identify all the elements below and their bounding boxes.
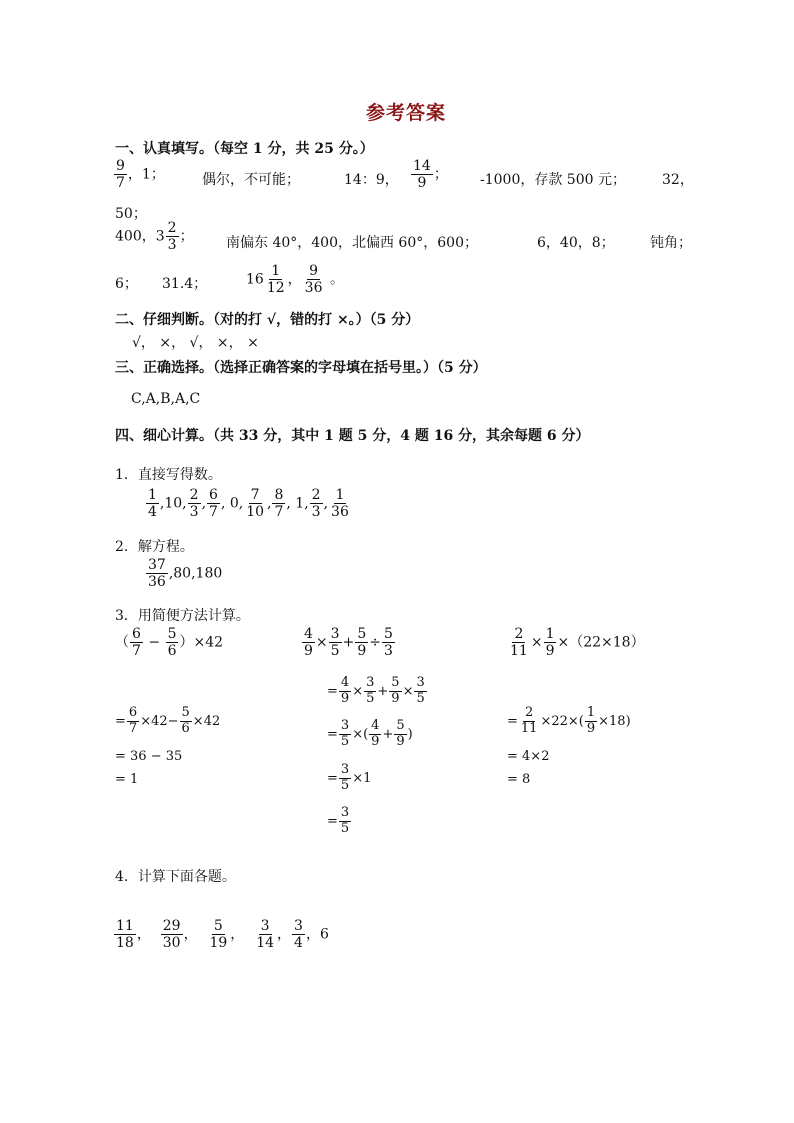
fraction: $\frac{2}{11}$ [520, 705, 538, 736]
fraction: $\frac{1}{4}$ [148, 487, 157, 521]
fraction: $\frac{4}{9}$ [304, 626, 313, 660]
fraction: $\frac{6}{7}$ [209, 487, 218, 521]
q3-p3-step-2: = 4×2 [507, 749, 550, 764]
q3-label: 3．用简便方法计算。 [115, 608, 250, 624]
fraction: $\frac{4}{9}$ [371, 718, 380, 749]
fraction: $\frac{4}{9}$ [340, 675, 350, 706]
fraction: $\frac{6}{7}$ [128, 705, 138, 736]
s1-answer-directions: 南偏东 40°，400，北偏西 60°，600； [226, 235, 478, 251]
s1-answer-10: 钝角； [650, 235, 692, 251]
q1-answers: $\frac{1}{4}$ ,10, $\frac{2}{3}$ , $\frac{6}{7}$ , 0, $\frac{7}{10}$ , $\frac{8}{7}$ , 1, $\frac{2}{3}$ , $\frac{1}{36}$ [148, 487, 349, 521]
fraction: $\frac{11}{18}$ [116, 918, 134, 952]
fraction: $\frac{37}{36}$ [148, 557, 166, 591]
fraction: $\frac{5}{9}$ [391, 675, 400, 706]
fraction: $\frac{3}{5}$ [340, 718, 350, 749]
fraction: $\frac{5}{19}$ [209, 918, 228, 952]
s1-answer-7: 50； [115, 206, 147, 222]
q3-p3-step-3: = 8 [507, 772, 531, 787]
fraction: $\frac{5}{6}$ [167, 626, 177, 660]
s3-answers: C,A,B,A,C [131, 391, 201, 407]
fraction: $\frac{9}{7}$ [116, 158, 125, 192]
fraction: $\frac{7}{10}$ [246, 487, 265, 521]
q4-label: 4．计算下面各题。 [115, 869, 236, 885]
q2-label: 2．解方程。 [115, 539, 194, 555]
fraction: $\frac{5}{3}$ [383, 626, 393, 660]
fraction: $\frac{1}{12}$ [266, 263, 285, 297]
q3-problem-2: $\frac{4}{9}$ × $\frac{3}{5}$ + $\frac{5}{9}$ ÷ $\frac{5}{3}$ [304, 626, 393, 660]
s1-answer-2: 偶尔，不可能； [202, 172, 300, 188]
fraction: $\frac{29}{30}$ [162, 918, 181, 952]
q4-answers: $\frac{11}{18}$ ， $\frac{29}{30}$ ， $\frac{5}{19}$ ， $\frac{3}{14}$ ， $\frac{3}{4}$ ，6 [116, 918, 329, 952]
section-3-heading: 三、正确选择。（选择正确答案的字母填在括号里。）（5 分） [115, 360, 487, 376]
q3-p2-step-2: = $\frac{3}{5}$ ×( $\frac{4}{9}$ + $\frac{5}{9}$ ) [327, 718, 413, 749]
page-title: 参考答案 [366, 102, 447, 124]
fraction: $\frac{5}{6}$ [181, 705, 190, 736]
q3-p1-step-1: = $\frac{6}{7}$ ×42− $\frac{5}{6}$ ×42 [115, 705, 221, 736]
fraction: $\frac{8}{7}$ [274, 487, 284, 521]
q2-answers: $\frac{37}{36}$ ,80,180 [148, 557, 223, 591]
section-2-heading: 二、仔细判断。（对的打 √，错的打 ×。）（5 分） [115, 312, 420, 328]
fraction: $\frac{14}{9}$ [413, 158, 431, 192]
s1-answer-fraction: $\frac{14}{9}$ ； [413, 158, 448, 192]
fraction: $\frac{3}{5}$ [340, 762, 350, 793]
fraction: $\frac{2}{3}$ [189, 487, 199, 521]
s1-line-2: 400，3 $\frac{2}{3}$ ； [115, 220, 194, 254]
q3-p2-step-4: = $\frac{3}{5}$ [327, 805, 350, 836]
s1-answer-3: 14：9， [344, 172, 399, 188]
fraction: $\frac{3}{4}$ [294, 918, 303, 952]
fraction: $\frac{5}{9}$ [357, 626, 367, 660]
q3-p1-step-2: = 36 − 35 [115, 749, 183, 764]
q3-p2-step-1: = $\frac{4}{9}$ × $\frac{3}{5}$ + $\frac{5}{9}$ × $\frac{3}{5}$ [327, 675, 425, 706]
fraction: $\frac{3}{5}$ [340, 805, 350, 836]
fraction: $\frac{1}{9}$ [586, 705, 596, 736]
fraction: $\frac{2}{3}$ [311, 487, 321, 521]
s2-answers: √， ×， √， ×， × [132, 335, 259, 351]
q3-problem-3: $\frac{2}{11}$ × $\frac{1}{9}$ ×（22×18） [510, 626, 645, 660]
s1-answer-11: 6； [115, 276, 138, 292]
s1-line-1: $\frac{9}{7}$ ，1； [116, 158, 165, 192]
q3-problem-1: （ $\frac{6}{7}$ − $\frac{5}{6}$ ）×42 [115, 626, 224, 660]
s1-answer-9: 6，40，8； [537, 235, 615, 251]
fraction: $\frac{1}{36}$ [331, 487, 349, 521]
q1-label: 1．直接写得数。 [115, 467, 222, 483]
s1-answer-12: 31.4； [162, 276, 208, 292]
s1-answer-5: -1000，存款 500 元； [480, 172, 626, 188]
s1-line-3: 16 $\frac{1}{12}$ ， $\frac{9}{36}$ 。 [246, 263, 344, 297]
fraction: $\frac{2}{11}$ [510, 626, 528, 660]
fraction: $\frac{3}{5}$ [416, 675, 425, 706]
fraction: $\frac{1}{9}$ [545, 626, 555, 660]
fraction: $\frac{3}{5}$ [366, 675, 375, 706]
fraction: $\frac{2}{3}$ [167, 220, 177, 254]
section-1-heading: 一、认真填写。（每空 1 分，共 25 分。） [115, 141, 374, 157]
fraction: $\frac{3}{14}$ [256, 918, 275, 952]
q3-p3-step-1: = $\frac{2}{11}$ ×22×( $\frac{1}{9}$ ×18) [507, 705, 631, 736]
fraction: $\frac{5}{9}$ [396, 718, 405, 749]
fraction: $\frac{3}{5}$ [330, 626, 340, 660]
fraction: $\frac{9}{36}$ [304, 263, 323, 297]
s1-answer-6: 32， [662, 172, 694, 188]
section-4-heading: 四、细心计算。（共 33 分，其中 1 题 5 分，4 题 16 分，其余每题 6 分） [115, 428, 590, 444]
q3-p2-step-3: = $\frac{3}{5}$ ×1 [327, 762, 372, 793]
q3-p1-step-3: = 1 [115, 772, 139, 787]
fraction: $\frac{6}{7}$ [132, 626, 141, 660]
